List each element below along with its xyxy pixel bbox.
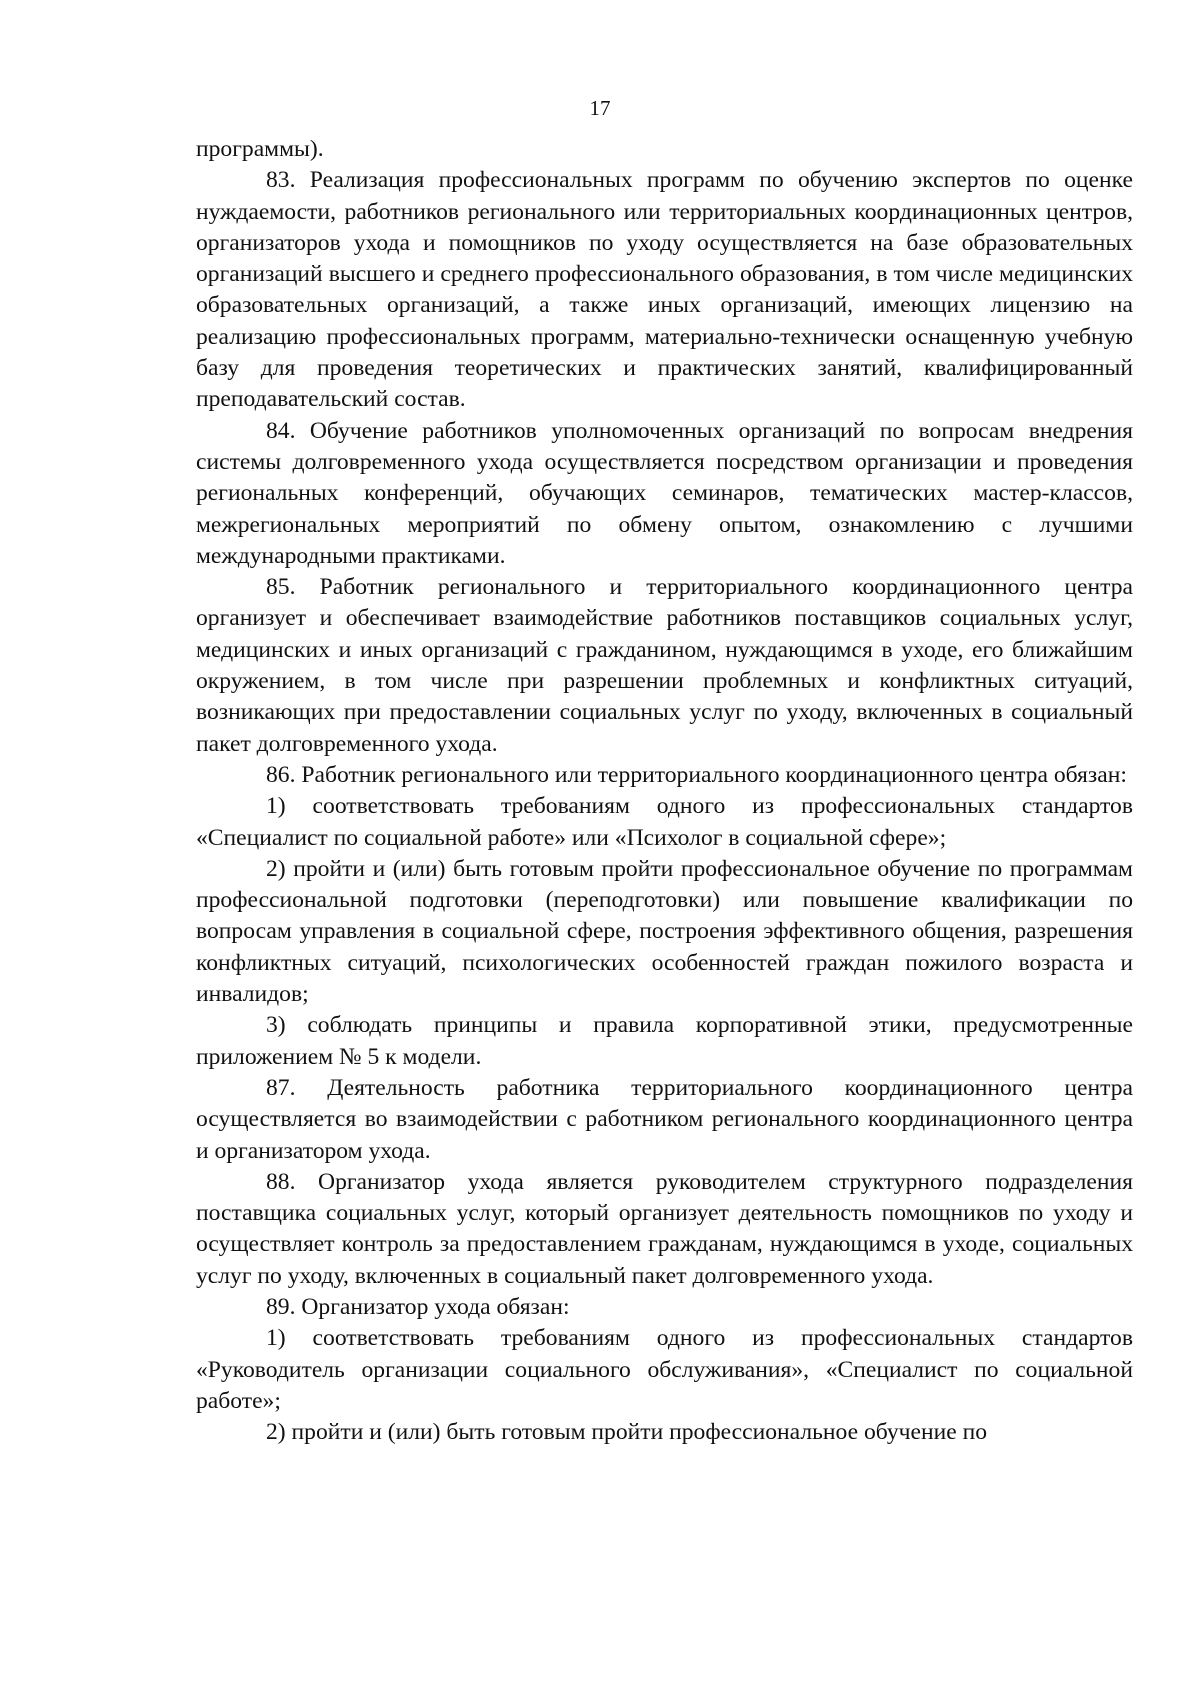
- paragraph-88: 88. Организатор ухода является руководителем структурного подразделения поставщика социальных услуг, который организует деятельность помощников по уходу и осуществляет контроль за предоставлением гражданам, нуждающимся в уходе, социальных услуг по уходу, включенных в социальный пакет долговременного ухода.: [196, 1168, 1133, 1289]
- paragraph-86-item-1: 1) соответствовать требованиям одного из профессиональных стандартов «Специалист по социальной работе» или «Психолог в социальной сфере»;: [196, 793, 1133, 851]
- paragraph-86-item-2: 2) пройти и (или) быть готовым пройти профессиональное обучение по программам профессиональной подготовки (переподготовки) или повышение квалификации по вопросам управления в социальной сфере, построения эффективного общения, разрешения конфликтных ситуаций, психологических особенностей граждан пожилого возраста и инвалидов;: [196, 855, 1133, 1008]
- paragraph-87: 87. Деятельность работника территориального координационного центра осуществляется во взаимодействии с работником регионального координационного центра и организатором ухода.: [196, 1074, 1133, 1164]
- page-number: 17: [589, 96, 611, 120]
- paragraph-86: 86. Работник регионального или территориального координационного центра обязан:: [266, 761, 1127, 788]
- paragraph-89: 89. Организатор ухода обязан:: [266, 1293, 570, 1320]
- paragraph-85: 85. Работник регионального и территориального координационного центра организует и обеспечивает взаимодействие работников поставщиков социальных услуг, медицинских и иных организаций с гражданином, нуждающимся в уходе, его ближайшим окружением, в том числе при разрешении проблемных и конфликтных ситуаций, возникающих при предоставлении социальных услуг по уходу, включенных в социальный пакет долговременного ухода.: [196, 574, 1133, 757]
- paragraph-89-item-2: 2) пройти и (или) быть готовым пройти профессиональное обучение по: [266, 1419, 988, 1446]
- paragraph-84: 84. Обучение работников уполномоченных организаций по вопросам внедрения системы долговременного ухода осуществляется посредством организации и проведения региональных конференций, обучающих семинаров, тематических мастер-классов, межрегиональных мероприятий по обмену опытом, ознакомлению с лучшими международными практиками.: [196, 417, 1133, 569]
- document-body: [196, 134, 1133, 1448]
- paragraph-86-item-3: 3) соблюдать принципы и правила корпоративной этики, предусмотренные приложением № 5 к модели.: [196, 1012, 1133, 1070]
- paragraph-83: 83. Реализация профессиональных программ по обучению экспертов по оценке нуждаемости, работников регионального или территориальных координационных центров, организаторов ухода и помощников по уходу осуществляется на базе образовательных организаций высшего и среднего профессионального образования, в том числе медицинских образовательных организаций, а также иных организаций, имеющих лицензию на реализацию профессиональных программ, материально-технически оснащенную учебную базу для проведения теоретических и практических занятий, квалифицированный преподавательский состав.: [196, 167, 1133, 413]
- paragraph-89-item-1: 1) соответствовать требованиям одного из профессиональных стандартов «Руководитель организации социального обслуживания», «Специалист по социальной работе»;: [196, 1325, 1133, 1414]
- paragraph-continuation: программы).: [196, 136, 324, 162]
